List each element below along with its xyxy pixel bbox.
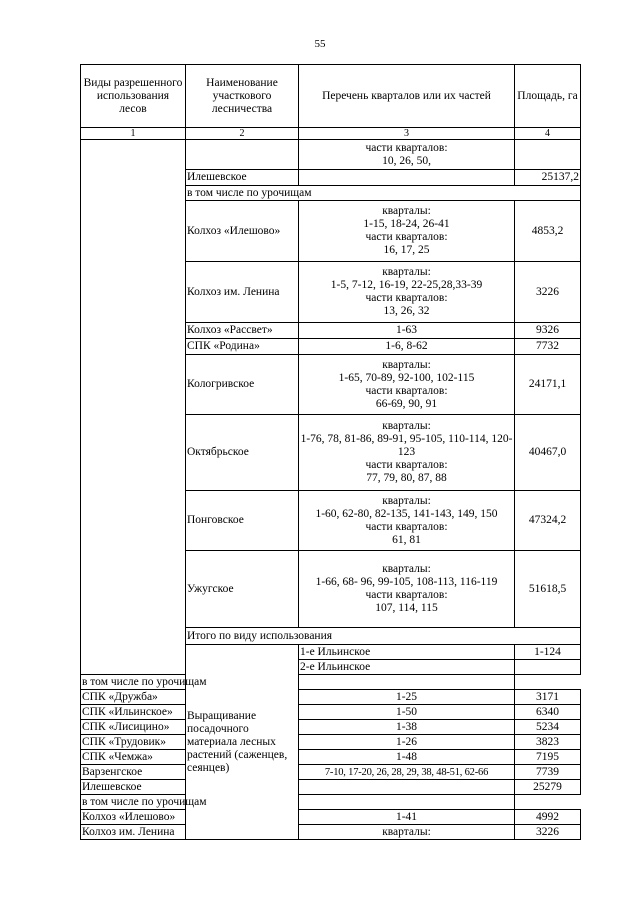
quarters-list: 1-15, 18-24, 26-41 — [363, 218, 450, 230]
forestry-name: Колхоз «Илешово» — [81, 810, 186, 825]
parts-list: 107, 114, 115 — [375, 602, 438, 614]
column-number-row — [81, 128, 581, 140]
forestry-name — [186, 140, 299, 170]
area-value: 7195 — [515, 750, 581, 765]
quarters-list: 10, 26, 50, — [382, 154, 431, 167]
area-value: 7739 — [515, 765, 581, 780]
forestry-name: Колхоз «Илешово» — [186, 201, 299, 262]
table-row — [81, 780, 581, 795]
quarters-label: кварталы: — [382, 205, 431, 217]
parts-list: 77, 79, 80, 87, 88 — [366, 472, 447, 484]
column-number: 4 — [515, 128, 581, 140]
forest-use-table — [80, 64, 581, 840]
quarters-list: 7-10, 17-20, 26, 28, 29, 38, 48-51, 62-66 — [299, 765, 515, 780]
use-type-cell — [81, 140, 186, 675]
column-number: 2 — [186, 128, 299, 140]
forestry-name: Илешевское — [81, 780, 186, 795]
column-number: 3 — [299, 128, 515, 140]
quarters-cell — [299, 551, 515, 628]
parts-label: части кварталов: — [365, 459, 448, 471]
forestry-name: Варзенгское — [81, 765, 186, 780]
area-value: 7732 — [515, 339, 581, 355]
quarters-list: 1-38 — [299, 720, 515, 735]
quarters-list: 1-50 — [299, 705, 515, 720]
quarters-cell — [299, 491, 515, 551]
area-value: 3226 — [515, 825, 581, 840]
forestry-name: Октябрьское — [186, 415, 299, 491]
quarters-cell — [299, 780, 515, 795]
page-number: 55 — [314, 38, 326, 50]
header-quarters-list: Перечень кварталов или их частей — [299, 65, 515, 128]
parts-label: части кварталов: — [365, 141, 448, 154]
table-row — [81, 720, 581, 735]
table-row — [81, 675, 581, 690]
area-value: 9326 — [515, 323, 581, 339]
header-area: Площадь, га — [515, 65, 581, 128]
quarters-list: 1-41 — [299, 810, 515, 825]
quarters-label: кварталы: — [299, 825, 515, 840]
table-row — [81, 705, 581, 720]
area-value: 3171 — [515, 690, 581, 705]
tract-subheader: в том числе по урочищам — [81, 795, 515, 810]
forestry-name: 1-е Ильинское — [299, 645, 515, 660]
forestry-name: СПК «Трудовик» — [81, 735, 186, 750]
quarters-label: кварталы: — [382, 358, 431, 371]
forestry-name: 2-е Ильинское — [299, 660, 515, 675]
parts-label: части кварталов: — [365, 589, 448, 601]
quarters-list: 1-6, 8-62 — [299, 339, 515, 355]
quarters-cell — [299, 140, 515, 170]
forestry-name: СПК «Родина» — [186, 339, 299, 355]
quarters-list: 1-63 — [299, 323, 515, 339]
quarters-cell — [299, 415, 515, 491]
quarters-list: 1-60, 62-80, 82-135, 141-143, 149, 150 — [315, 507, 498, 520]
parts-label: части кварталов: — [365, 520, 448, 533]
table-row — [81, 750, 581, 765]
table-row — [81, 810, 581, 825]
quarters-list: 1-124 — [515, 645, 581, 660]
table-row — [81, 825, 581, 840]
quarters-cell — [515, 660, 581, 675]
quarters-cell — [299, 201, 515, 262]
quarters-label: кварталы: — [382, 266, 431, 278]
forestry-name: Илешевское — [186, 170, 299, 186]
forestry-name: Понговское — [186, 491, 299, 551]
total-label: Итого по виду использования — [186, 628, 581, 645]
tract-subheader: в том числе по урочищам — [81, 675, 515, 690]
quarters-list: 1-66, 68- 96, 99-105, 108-113, 116-119 — [315, 576, 498, 588]
quarters-cell — [299, 355, 515, 415]
column-number: 1 — [81, 128, 186, 140]
quarters-list: 1-5, 7-12, 16-19, 22-25,28,33-39 — [330, 279, 483, 291]
table-row — [81, 735, 581, 750]
area-value — [515, 140, 581, 170]
quarters-label: кварталы: — [382, 420, 431, 432]
forestry-name: Ужугское — [186, 551, 299, 628]
quarters-list: 1-48 — [299, 750, 515, 765]
header-row — [81, 65, 581, 128]
forestry-name: Кологривское — [186, 355, 299, 415]
parts-list: 16, 17, 25 — [383, 244, 430, 256]
area-value: 5234 — [515, 720, 581, 735]
area-value: 25279 — [515, 780, 581, 795]
area-value: 24171,1 — [515, 355, 581, 415]
area-value: 4853,2 — [515, 201, 581, 262]
table-row — [81, 765, 581, 780]
area-value: 51618,5 — [515, 551, 581, 628]
table-row — [81, 795, 581, 810]
table-row — [81, 140, 581, 170]
parts-list: 66-69, 90, 91 — [375, 397, 438, 410]
quarters-label: кварталы: — [382, 494, 431, 507]
forestry-name: Колхоз им. Ленина — [186, 262, 299, 323]
quarters-list: 1-65, 70-89, 92-100, 102-115 — [338, 371, 475, 384]
use-type-cell: Выращивание посадочного материала лесных растений (саженцев, сеянцев) — [186, 645, 299, 840]
parts-label: части кварталов: — [365, 384, 448, 397]
area-value: 3823 — [515, 735, 581, 750]
quarters-cell — [299, 262, 515, 323]
parts-list: 13, 26, 32 — [383, 305, 430, 317]
parts-list: 61, 81 — [392, 533, 421, 546]
forestry-name: Колхоз «Рассвет» — [186, 323, 299, 339]
header-forestry-name: Наименование участкового лесничества — [186, 65, 299, 128]
area-value: 25137,2 — [515, 170, 581, 186]
tract-subheader: в том числе по урочищам — [186, 186, 581, 201]
quarters-list: 1-25 — [299, 690, 515, 705]
quarters-list: 1-76, 78, 81-86, 89-91, 95-105, 110-114, 120-123 — [300, 433, 513, 458]
header-use-type: Виды разрешенного использования лесов — [81, 65, 186, 128]
area-value: 40467,0 — [515, 415, 581, 491]
area-value: 3226 — [515, 262, 581, 323]
parts-label: части кварталов: — [365, 231, 448, 243]
parts-label: части кварталов: — [365, 292, 448, 304]
forestry-name: Колхоз им. Ленина — [81, 825, 186, 840]
area-value: 47324,2 — [515, 491, 581, 551]
forestry-name: СПК «Чемжа» — [81, 750, 186, 765]
table-row — [81, 690, 581, 705]
quarters-label: кварталы: — [382, 563, 431, 575]
forestry-name: СПК «Лисицино» — [81, 720, 186, 735]
forestry-name: СПК «Дружба» — [81, 690, 186, 705]
area-value: 4992 — [515, 810, 581, 825]
forestry-name: СПК «Ильинское» — [81, 705, 186, 720]
area-value: 6340 — [515, 705, 581, 720]
quarters-list: 1-26 — [299, 735, 515, 750]
quarters-cell — [299, 170, 515, 186]
